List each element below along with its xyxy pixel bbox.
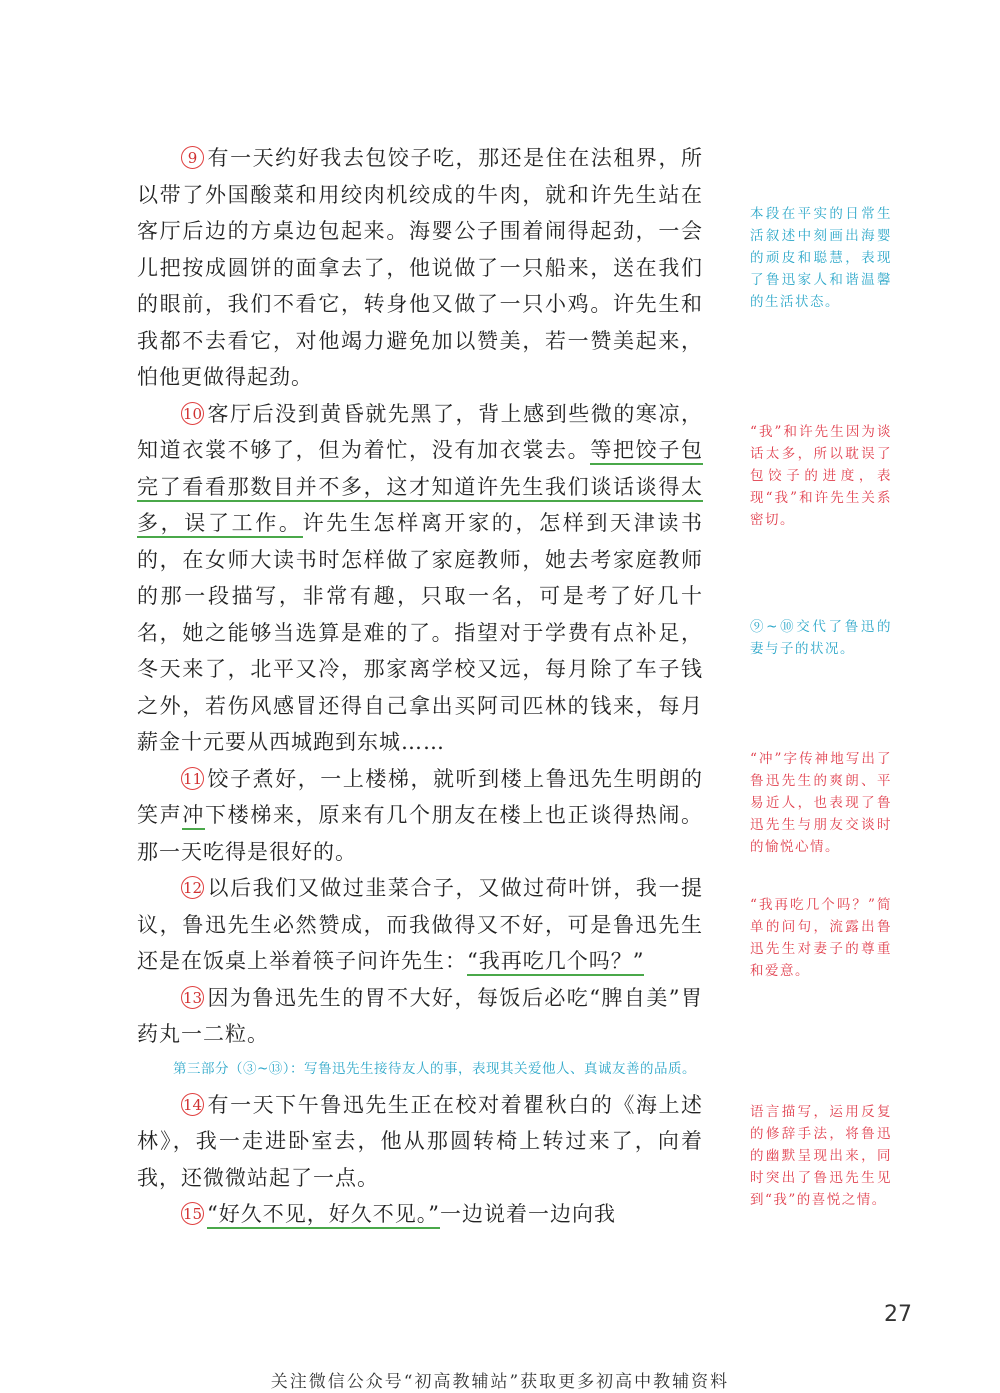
section-summary: 第三部分（③~⑬）：写鲁迅先生接待友人的事，表现其关爱他人、真诚友善的品质。 [173,1060,697,1077]
paragraph-13: 13 因为鲁迅先生的胃不大好，每饭后必吃“脾自美”胃药丸一二粒。 [137,985,703,1046]
page-number: 27 [884,1302,912,1327]
paragraph-11: 11 饺子煮好，一上楼梯，就听到楼上鲁迅先生明朗的笑声冲下楼梯来，原来有几个朋友在楼上也正谈得热闹。那一天吃得是很好的。 [137,766,704,864]
underlined-text: 冲 [182,803,205,830]
annotation-note: “我再吃几个吗？”简单的问句，流露出鲁迅先生对妻子的尊重和爱意。 [750,897,892,979]
paragraph-number: 9 [181,146,204,169]
paragraph-number: 11 [181,767,204,790]
annotation-note: 本段在平实的日常生活叙述中刻画出海婴的顽皮和聪慧，表现了鲁迅家人和谐温馨的生活状态。 [750,206,892,310]
paragraph-9: 9 有一天约好我去包饺子吃，那还是住在法租界，所以带了外国酸菜和用绞肉机绞成的牛肉，就和许先生站在客厅后边的方桌边包起来。海婴公子围着闹得起劲，一会儿把按成圆饼的面拿去了，他说做了一只船来，送在我们的眼前，我们不看它，转身他又做了一只小鸡。许先生和我都不去看它，对他竭力避免加以赞美，若一赞美起来，怕他更做得起劲。 [137,146,703,389]
annotation-note: “我”和许先生因为谈话太多，所以耽误了包饺子的进度，表现“我”和许先生关系密切。 [750,424,892,528]
paragraph-15: 15 “好久不见，好久不见。”一边说着一边向我 [137,1196,703,1233]
annotation-note: ⑨~⑩交代了鲁迅的妻与子的状况。 [750,619,892,657]
annotation-note: 语言描写，运用反复的修辞手法，将鲁迅的幽默呈现出来，同时突出了鲁迅先生见到“我”的喜悦之情。 [750,1104,892,1208]
paragraph-12: 12 以后我们又做过韭菜合子，又做过荷叶饼，我一提议，鲁迅先生必然赞成，而我做得又不好，可是鲁迅先生还是在饭桌上举着筷子问许先生：“我再吃几个吗？” [137,870,703,980]
footer-text: 关注微信公众号“初高教辅站”获取更多初高中教辅资料 [270,1372,730,1392]
underlined-text: 等把饺子包完了看看那数目并不多，这才知道许先生我们谈话谈得太多，误了工作。 [137,438,703,538]
paragraph-number: 10 [181,402,204,425]
paragraph-number: 12 [181,876,204,899]
paragraph-10: 10 客厅后没到黄昏就先黑了，背上感到些微的寒凉，知道衣裳不够了，但为着忙，没有加衣裳去。等把饺子包完了看看那数目并不多，这才知道许先生我们谈话谈得太多，误了工作。许先生怎样离开家的，怎样到天津读书的，在女师大读书时怎样做了家庭教师，她去考家庭教师的那一段描写，非常有趣，只取一名，可是考了好几十名，她之能够当选算是难的了。指望对于学费有点补足，冬天来了，北平又冷，那家离学校又远，每月除了车子钱之外，若伤风感冒还得自己拿出买阿司匹林的钱来，每月薪金十元要从西城跑到东城…… [137,401,704,754]
annotation-note: “冲”字传神地写出了鲁迅先生的爽朗、平易近人，也表现了鲁迅先生与朋友交谈时的愉悦心情。 [750,751,892,855]
paragraph-number: 13 [181,986,204,1009]
paragraph-14: 14 有一天下午鲁迅先生正在校对着瞿秋白的《海上述林》，我一走进卧室去，他从那圆转椅上转过来了，向着我，还微微站起了一点。 [137,1092,703,1190]
main-text [137,140,703,1233]
paragraph-number: 14 [181,1093,204,1116]
paragraph-number: 15 [181,1202,204,1225]
underlined-text: “好久不见，好久不见。” [207,1202,440,1229]
underlined-text: “我再吃几个吗？” [467,949,644,976]
